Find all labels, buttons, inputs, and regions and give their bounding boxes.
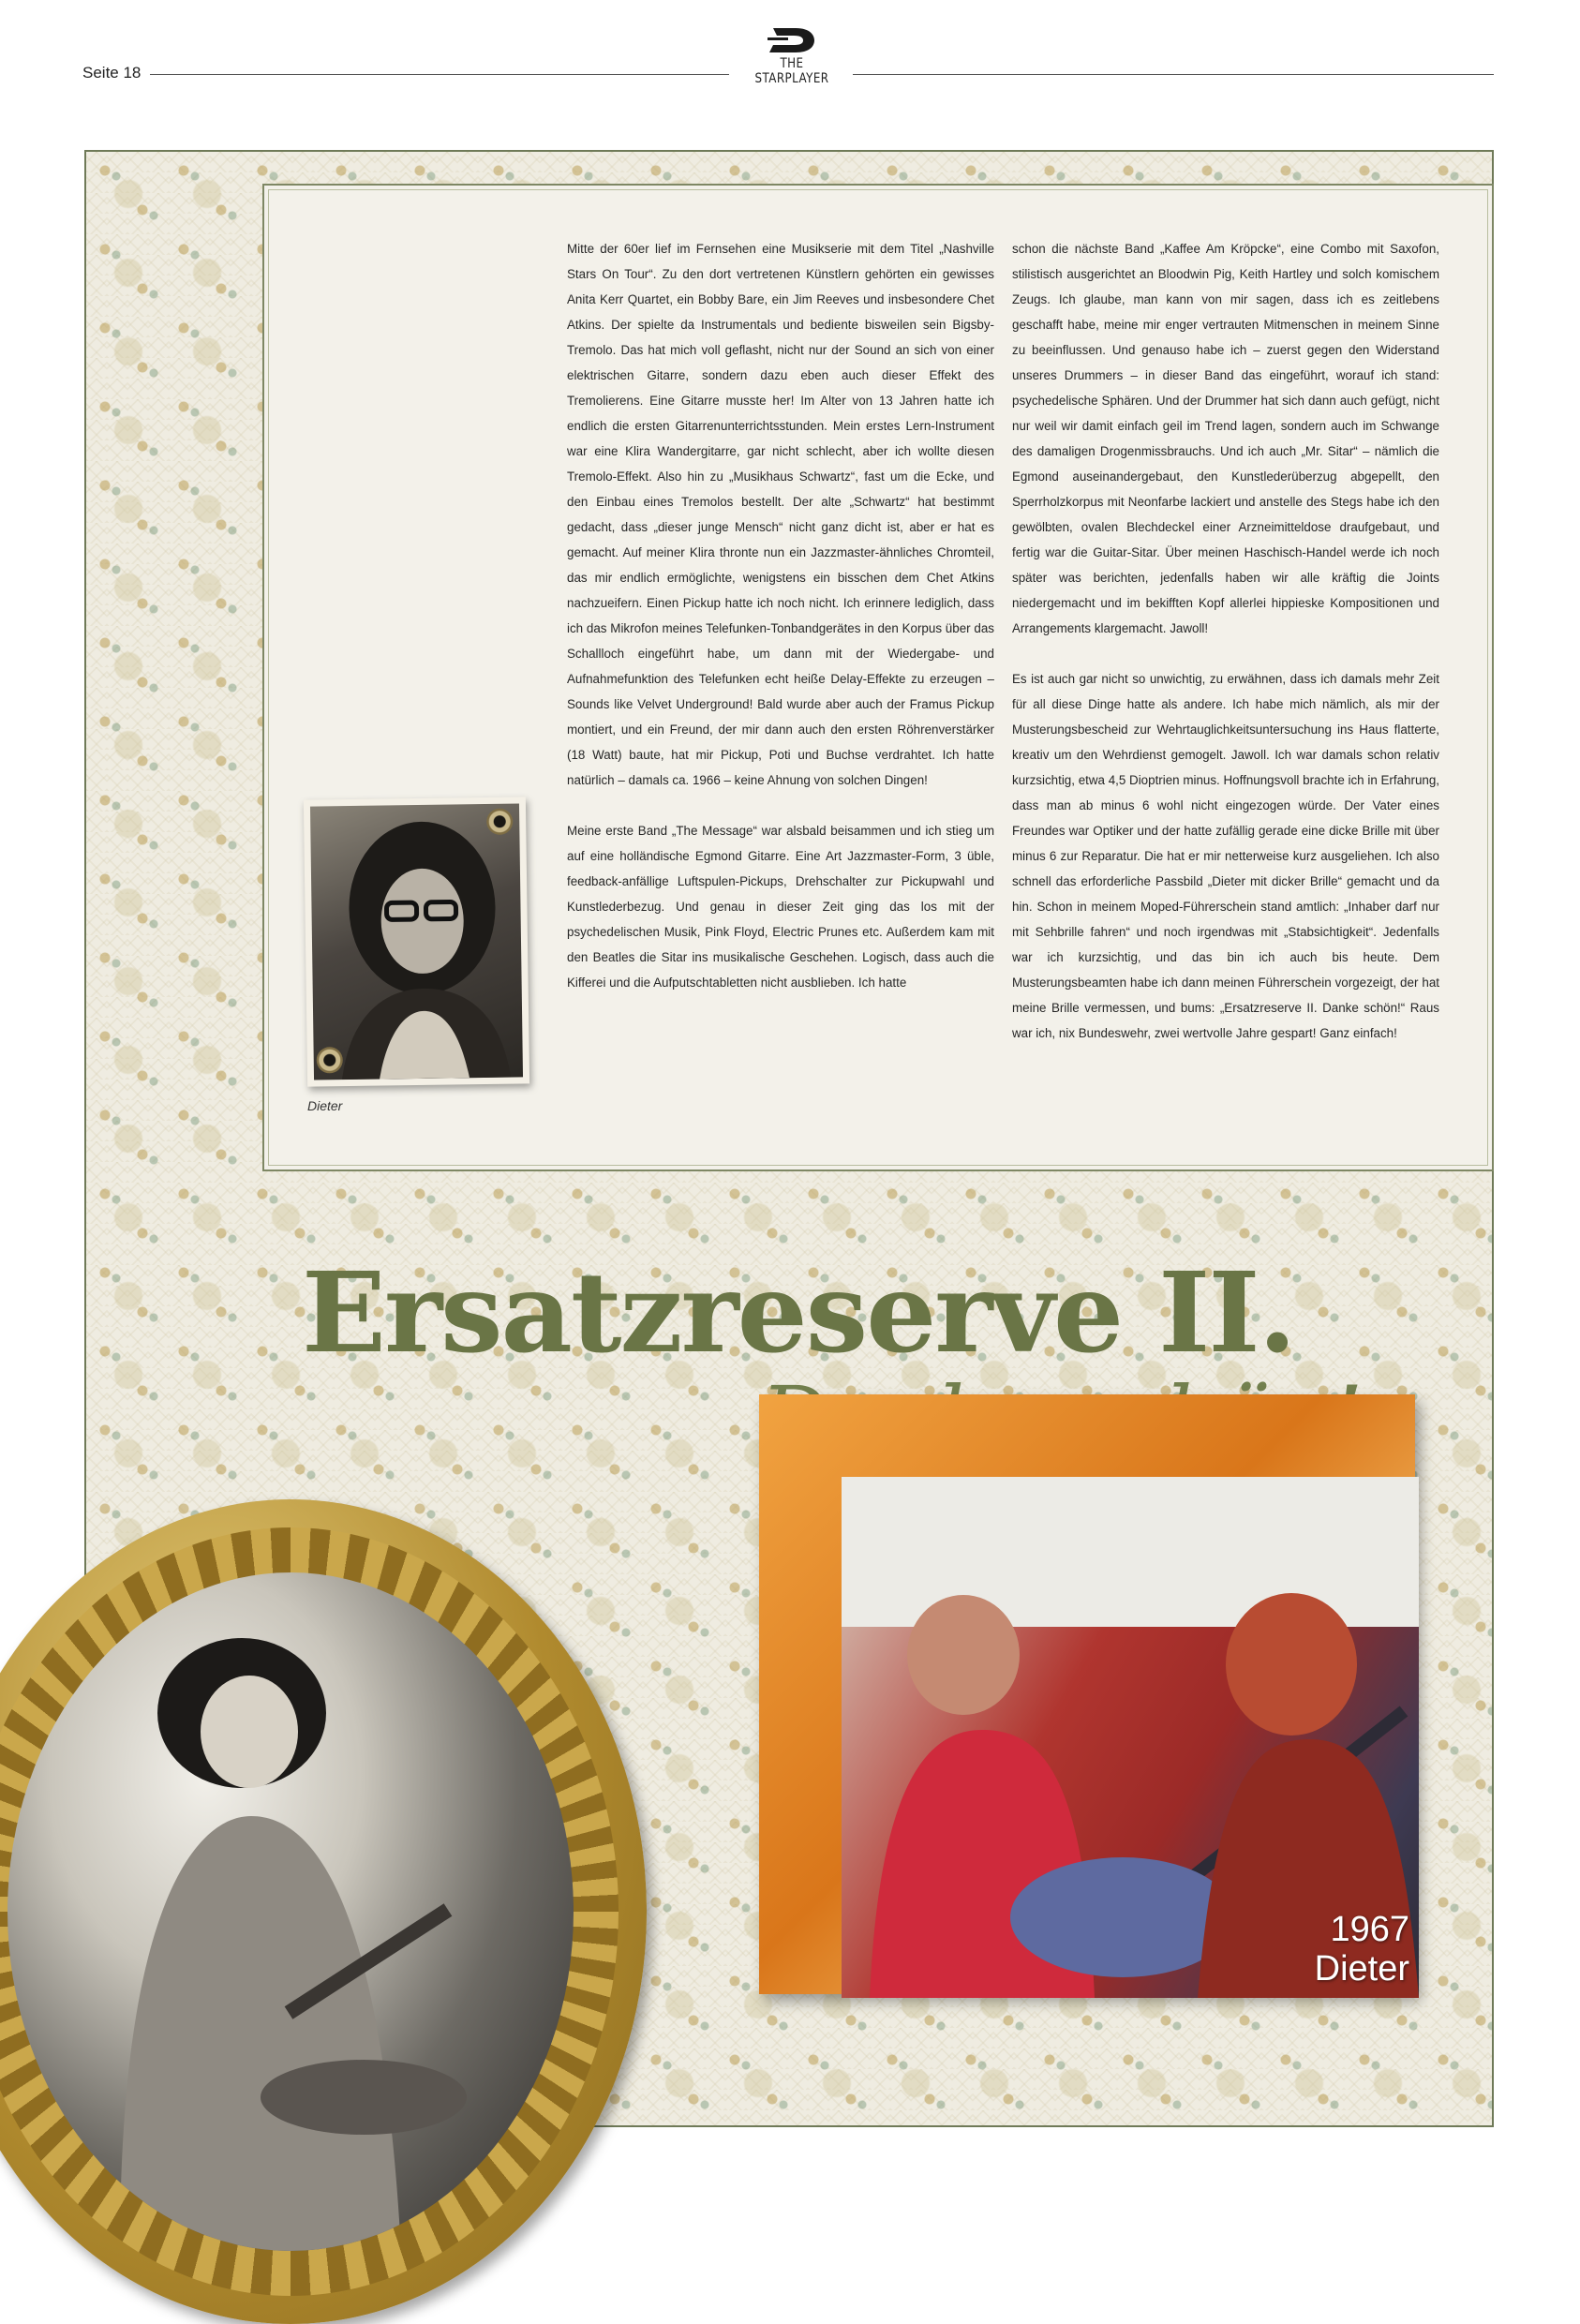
passport-photo (304, 797, 529, 1086)
photo-caption: Dieter (307, 1098, 343, 1113)
header-rule-right (853, 74, 1494, 75)
article-paragraph: Es ist auch gar nicht so unwichtig, zu erwähnen, dass ich damals mehr Zeit für all diese Dinge hatte als andere. Ich habe mich nämlich, als mir der Musterungsbescheid zur Wehrtauglichkeitsuntersuchung ins Haus flatterte, kreativ um den Wehrdienst gemogelt. Jawoll. Ich war damals schon relativ kurzsichtig, etwa 4,5 Dioptrien minus. Hoffnungsvoll brachte ich in Erfahrung, dass man ab minus 6 wohl nicht eingezogen würde. Der Vater eines Freundes war Optiker und der hatte zufällig gerade eine dicke Brille mit über minus 6 zur Reparatur. Die hat er mir netterweise kurz ausgeliehen. Ich also schnell das erforderliche Passbild „Dieter mit dicker Brille“ gemacht und da hin. Schon in meinem Moped-Führerschein stand amtlich: „Inhaber darf nur mit Sehbrille fahren“ und noch irgendwas mit „Stabsichtigkeit“. Jedenfalls war ich kurzsichtig, und das bin ich auch bis heute. Dem Musterungsbeamten habe ich dann meinen Führerschein vorgezeigt, der hat meine Brille vermessen, und bums: „Ersatzreserve II. Danke schön!“ Raus war ich, nix Bundeswehr, zwei wertvolle Jahre gespart! Ganz einfach! (1012, 672, 1440, 1040)
article-paragraph: Mitte der 60er lief im Fernsehen eine Musikserie mit dem Titel „Nashville Stars On Tour“. Zu den dort vertretenen Künstlern gehörten ein gewisses Anita Kerr Quartet, ein Bobby Bare, ein Jim Reeves und insbesondere Chet Atkins. Der spielte da Instrumentals und bediente bisweilen sein Bigsby-Tremolo. Das hat mich voll geflasht, nicht nur der Sound an sich von einer elektrischen Gitarre, sondern dazu eben auch dieser Effekt des Tremolierens. Eine Gitarre musste her! Im Alter von 13 Jahren hatte ich endlich die ersten Gitarrenunterrichtsstunden. Mein erstes Lern-Instrument war eine Klira Wandergitarre, gar nicht schlecht, aber ich wollte diesen Tremolo-Effekt. Also hin zu „Musikhaus Schwartz“, fast um die Ecke, und den Einbau eines Tremolos bestellt. Der alte „Schwartz“ hat bestimmt gedacht, dass „dieser junge Mensch“ nicht ganz dicht ist, aber er hat es gemacht. Auf meiner Klira thronte nun ein Jazzmaster-ähnliches Chromteil, das mir endlich ermöglichte, wenigstens ein bisschen dem Chet Atkins nachzueifern. Einen Pickup hatte ich noch nicht. Ich erinnere lediglich, dass ich das Mikrofon meines Telefunken-Tonbandgerätes in den Korpus über das Schallloch eingeführt habe, um dann mit der Wiedergabe- und Aufnahmefunktion des Telefunken echt heiße Delay-Effekte zu erzeugen – Sounds like Velvet Underground! Bald wurde aber auch der Framus Pickup montiert, und ein Freund, der mir dann auch den ersten Röhrenverstärker (18 Watt) baute, hat mir Pickup, Poti und Buchse verdrahtet. Ich hatte natürlich – damals ca. 1966 – keine Ahnung von solchen Dingen! (567, 242, 994, 787)
drummer-illustration (7, 1572, 574, 2251)
passport-photo-image (310, 803, 523, 1080)
article-paragraph: schon die nächste Band „Kaffee Am Kröpcke“, eine Combo mit Saxofon, stilistisch ausgerichtet an Bloodwin Pig, Keith Hartley und solch komischem Zeugs. Ich glaube, man kann von mir sagen, dass ich es zeitlebens geschafft habe, meine mir enger vertrauten Mitmenschen in meinem Sinne zu beeinflussen. Und genauso habe ich – zuerst gegen den Widerstand unseres Drummers – in dieser Band das eingeführt, worauf ich stand: psychedelische Sphären. Und der Drummer hat sich dann auch gefügt, nicht nur weil wir damit einfach geil im Trend lagen, sondern auch im Schwange des damaligen Drogenmissbrauchs. Und ich auch „Mr. Sitar“ – nämlich die Egmond auseinandergebaut, den Kunstlederüberzug abgepellt, den Sperrholzkorpus mit Neonfarbe lackiert und anstelle des Stegs habe ich den gewölbten, ovalen Blechdeckel einer Arzneimitteldose draufgebaut, und fertig war die Guitar-Sitar. Über meinen Haschisch-Handel werde ich noch später was berichten, jedenfalls haben wir alle kräftig die Joints niedergemacht und im bekifften Kopf allerlei hippieske Kompositionen und Arrangements klargemacht. Jawoll! (1012, 242, 1439, 635)
portrait-illustration (310, 803, 523, 1080)
logo-wordmark: THE STARPLAYER (754, 56, 829, 86)
article-column-2 (1012, 236, 1439, 1071)
orange-framed-photo (759, 1394, 1415, 1994)
guitar-photo-image (842, 1477, 1419, 1998)
header-rule-left (150, 74, 729, 75)
starplayer-d-icon (768, 26, 816, 54)
orange-photo-caption (1315, 1910, 1409, 1989)
oval-photo-image (7, 1572, 574, 2251)
page-number: Seite 18 (82, 64, 142, 82)
caption-name: Dieter (1314, 1949, 1409, 1989)
starplayer-logo (740, 26, 843, 86)
caption-year: 1967 (1330, 1910, 1409, 1949)
article-column-1 (567, 236, 994, 1020)
article-paragraph: Meine erste Band „The Message“ war alsbald beisammen und ich stieg um auf eine holländische Egmond Gitarre. Eine Art Jazzmaster-Form, 3 üble, feedback-anfällige Luftspulen-Pickups, Drehschalter zur Pickupwahl und Kunstlederbezug. Und genau in dieser Zeit ging das los mit der psychedelischen Musik, Pink Floyd, Electric Prunes etc. Außerdem kam mit den Beatles die Sitar ins musikalische Geschehen. Logisch, dass auch die Kifferei und die Aufputschtabletten nicht ausblieben. Ich hatte (567, 824, 994, 990)
headline-title: Ersatzreserve II. (302, 1247, 1295, 1378)
